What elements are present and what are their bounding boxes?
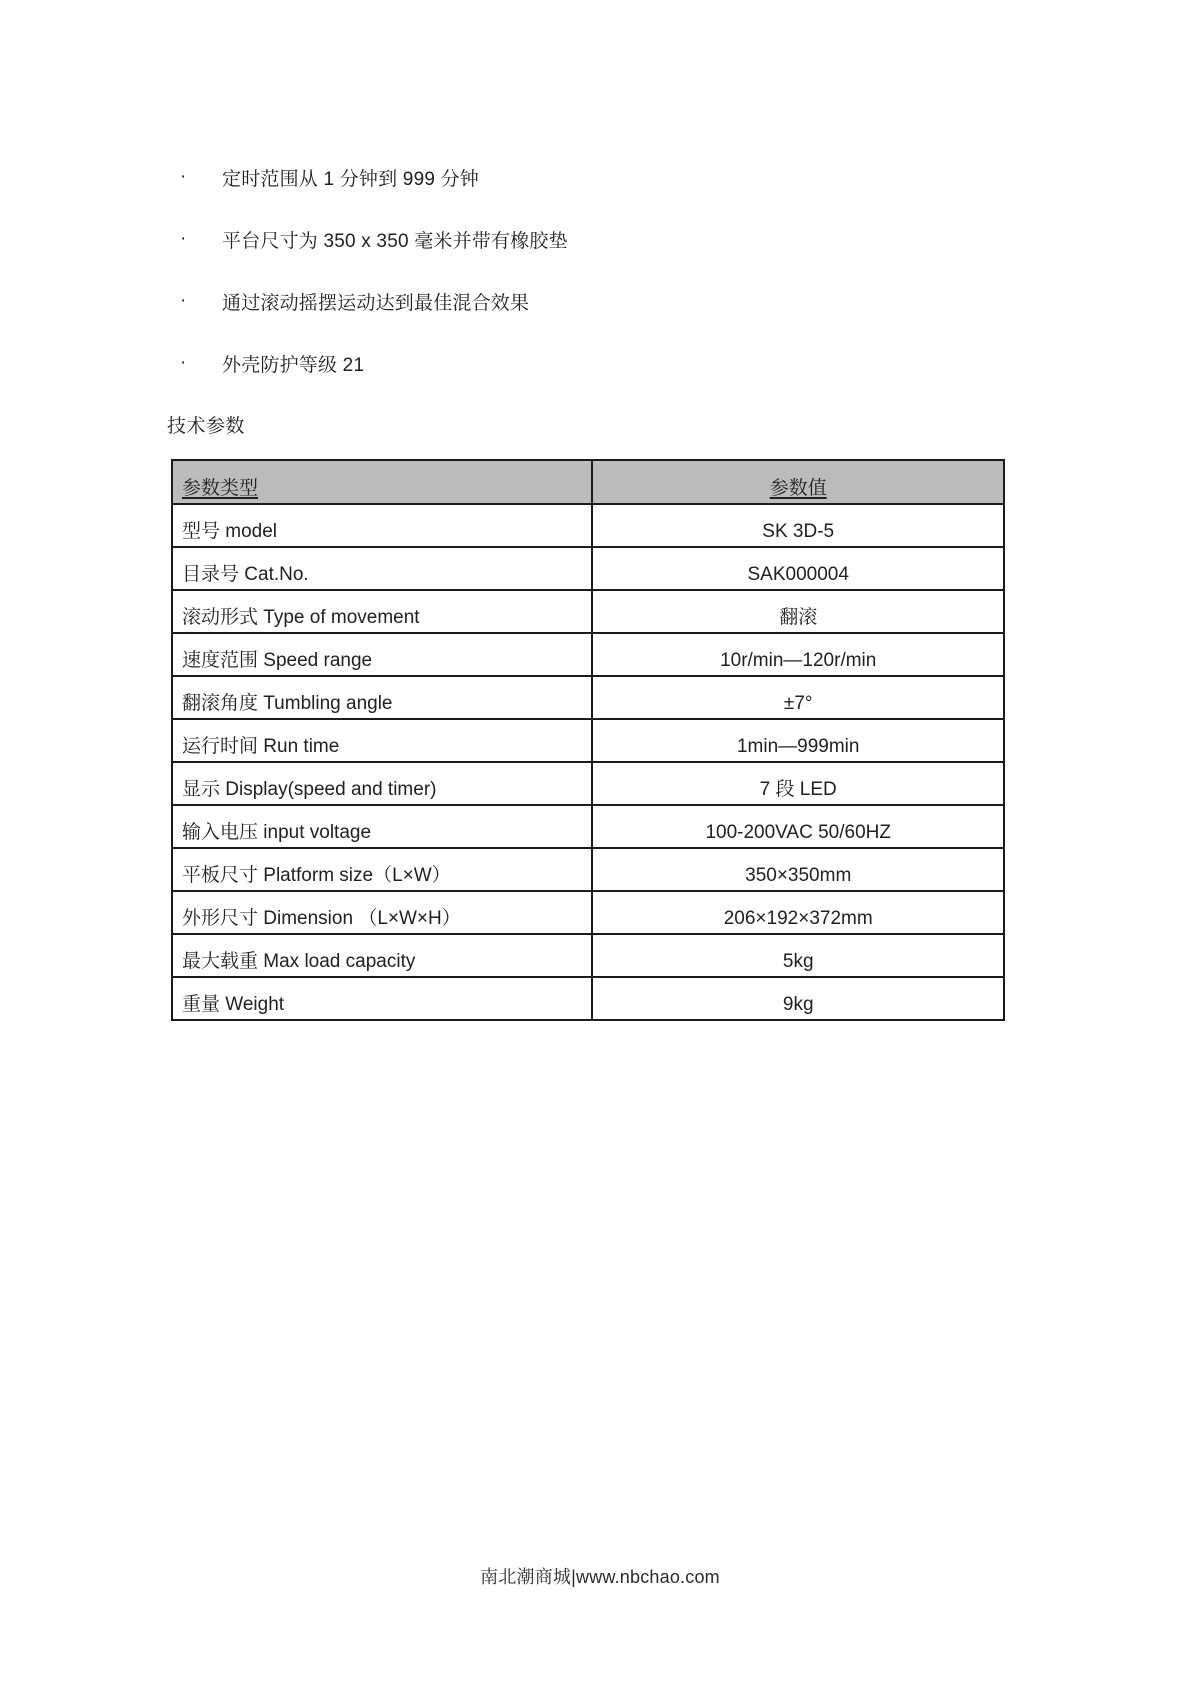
param-type-cell: 外形尺寸 Dimension （L×W×H） <box>172 891 592 934</box>
param-type-cell: 平板尺寸 Platform size（L×W） <box>172 848 592 891</box>
param-type-cell: 滚动形式 Type of movement <box>172 590 592 633</box>
param-value-cell: 1min—999min <box>592 719 1004 762</box>
bullet-item <box>180 208 568 270</box>
param-type-cell: 目录号 Cat.No. <box>172 547 592 590</box>
param-type-cell: 型号 model <box>172 504 592 547</box>
bullet-dot-icon: · <box>180 290 187 311</box>
section-title: 技术参数 <box>167 416 246 437</box>
spec-table-body <box>172 504 1004 1020</box>
spec-table <box>171 459 1005 1021</box>
param-type-cell: 翻滚角度 Tumbling angle <box>172 676 592 719</box>
header-param-type: 参数类型 <box>172 460 592 504</box>
bullet-text: 平台尺寸为 350 x 350 毫米并带有橡胶垫 <box>222 230 568 252</box>
bullet-dot-icon: · <box>180 352 187 373</box>
param-value-cell: 7 段 LED <box>592 762 1004 805</box>
table-row <box>172 762 1004 805</box>
param-type-cell: 重量 Weight <box>172 977 592 1020</box>
table-row <box>172 891 1004 934</box>
param-type-cell: 最大载重 Max load capacity <box>172 934 592 977</box>
table-row <box>172 719 1004 762</box>
param-value-cell: 翻滚 <box>592 590 1004 633</box>
param-value-cell: 100-200VAC 50/60HZ <box>592 805 1004 848</box>
bullet-text: 外壳防护等级 21 <box>222 354 365 376</box>
table-row <box>172 633 1004 676</box>
bullet-text: 通过滚动摇摆运动达到最佳混合效果 <box>222 292 530 314</box>
header-param-value: 参数值 <box>592 460 1004 504</box>
param-type-cell: 速度范围 Speed range <box>172 633 592 676</box>
bullet-item <box>180 332 568 394</box>
param-value-cell: 9kg <box>592 977 1004 1020</box>
param-type-cell: 运行时间 Run time <box>172 719 592 762</box>
table-row <box>172 848 1004 891</box>
param-type-cell: 输入电压 input voltage <box>172 805 592 848</box>
bullet-item <box>180 270 568 332</box>
bullet-list <box>180 146 568 394</box>
bullet-item <box>180 146 568 208</box>
param-type-cell: 显示 Display(speed and timer) <box>172 762 592 805</box>
bullet-text: 定时范围从 1 分钟到 999 分钟 <box>222 168 479 190</box>
param-value-cell: 5kg <box>592 934 1004 977</box>
footer-text: 南北潮商城|www.nbchao.com <box>480 1567 720 1587</box>
bullet-dot-icon: · <box>180 228 187 249</box>
spec-table-header <box>172 460 1004 504</box>
table-row <box>172 547 1004 590</box>
bullet-dot-icon: · <box>180 166 187 187</box>
param-value-cell: SK 3D-5 <box>592 504 1004 547</box>
param-value-cell: 10r/min—120r/min <box>592 633 1004 676</box>
table-row <box>172 504 1004 547</box>
param-value-cell: 206×192×372mm <box>592 891 1004 934</box>
param-value-cell: SAK000004 <box>592 547 1004 590</box>
param-value-cell: 350×350mm <box>592 848 1004 891</box>
table-row <box>172 977 1004 1020</box>
table-row <box>172 805 1004 848</box>
table-row <box>172 934 1004 977</box>
table-header-row <box>172 460 1004 504</box>
table-row <box>172 590 1004 633</box>
table-row <box>172 676 1004 719</box>
param-value-cell: ±7° <box>592 676 1004 719</box>
